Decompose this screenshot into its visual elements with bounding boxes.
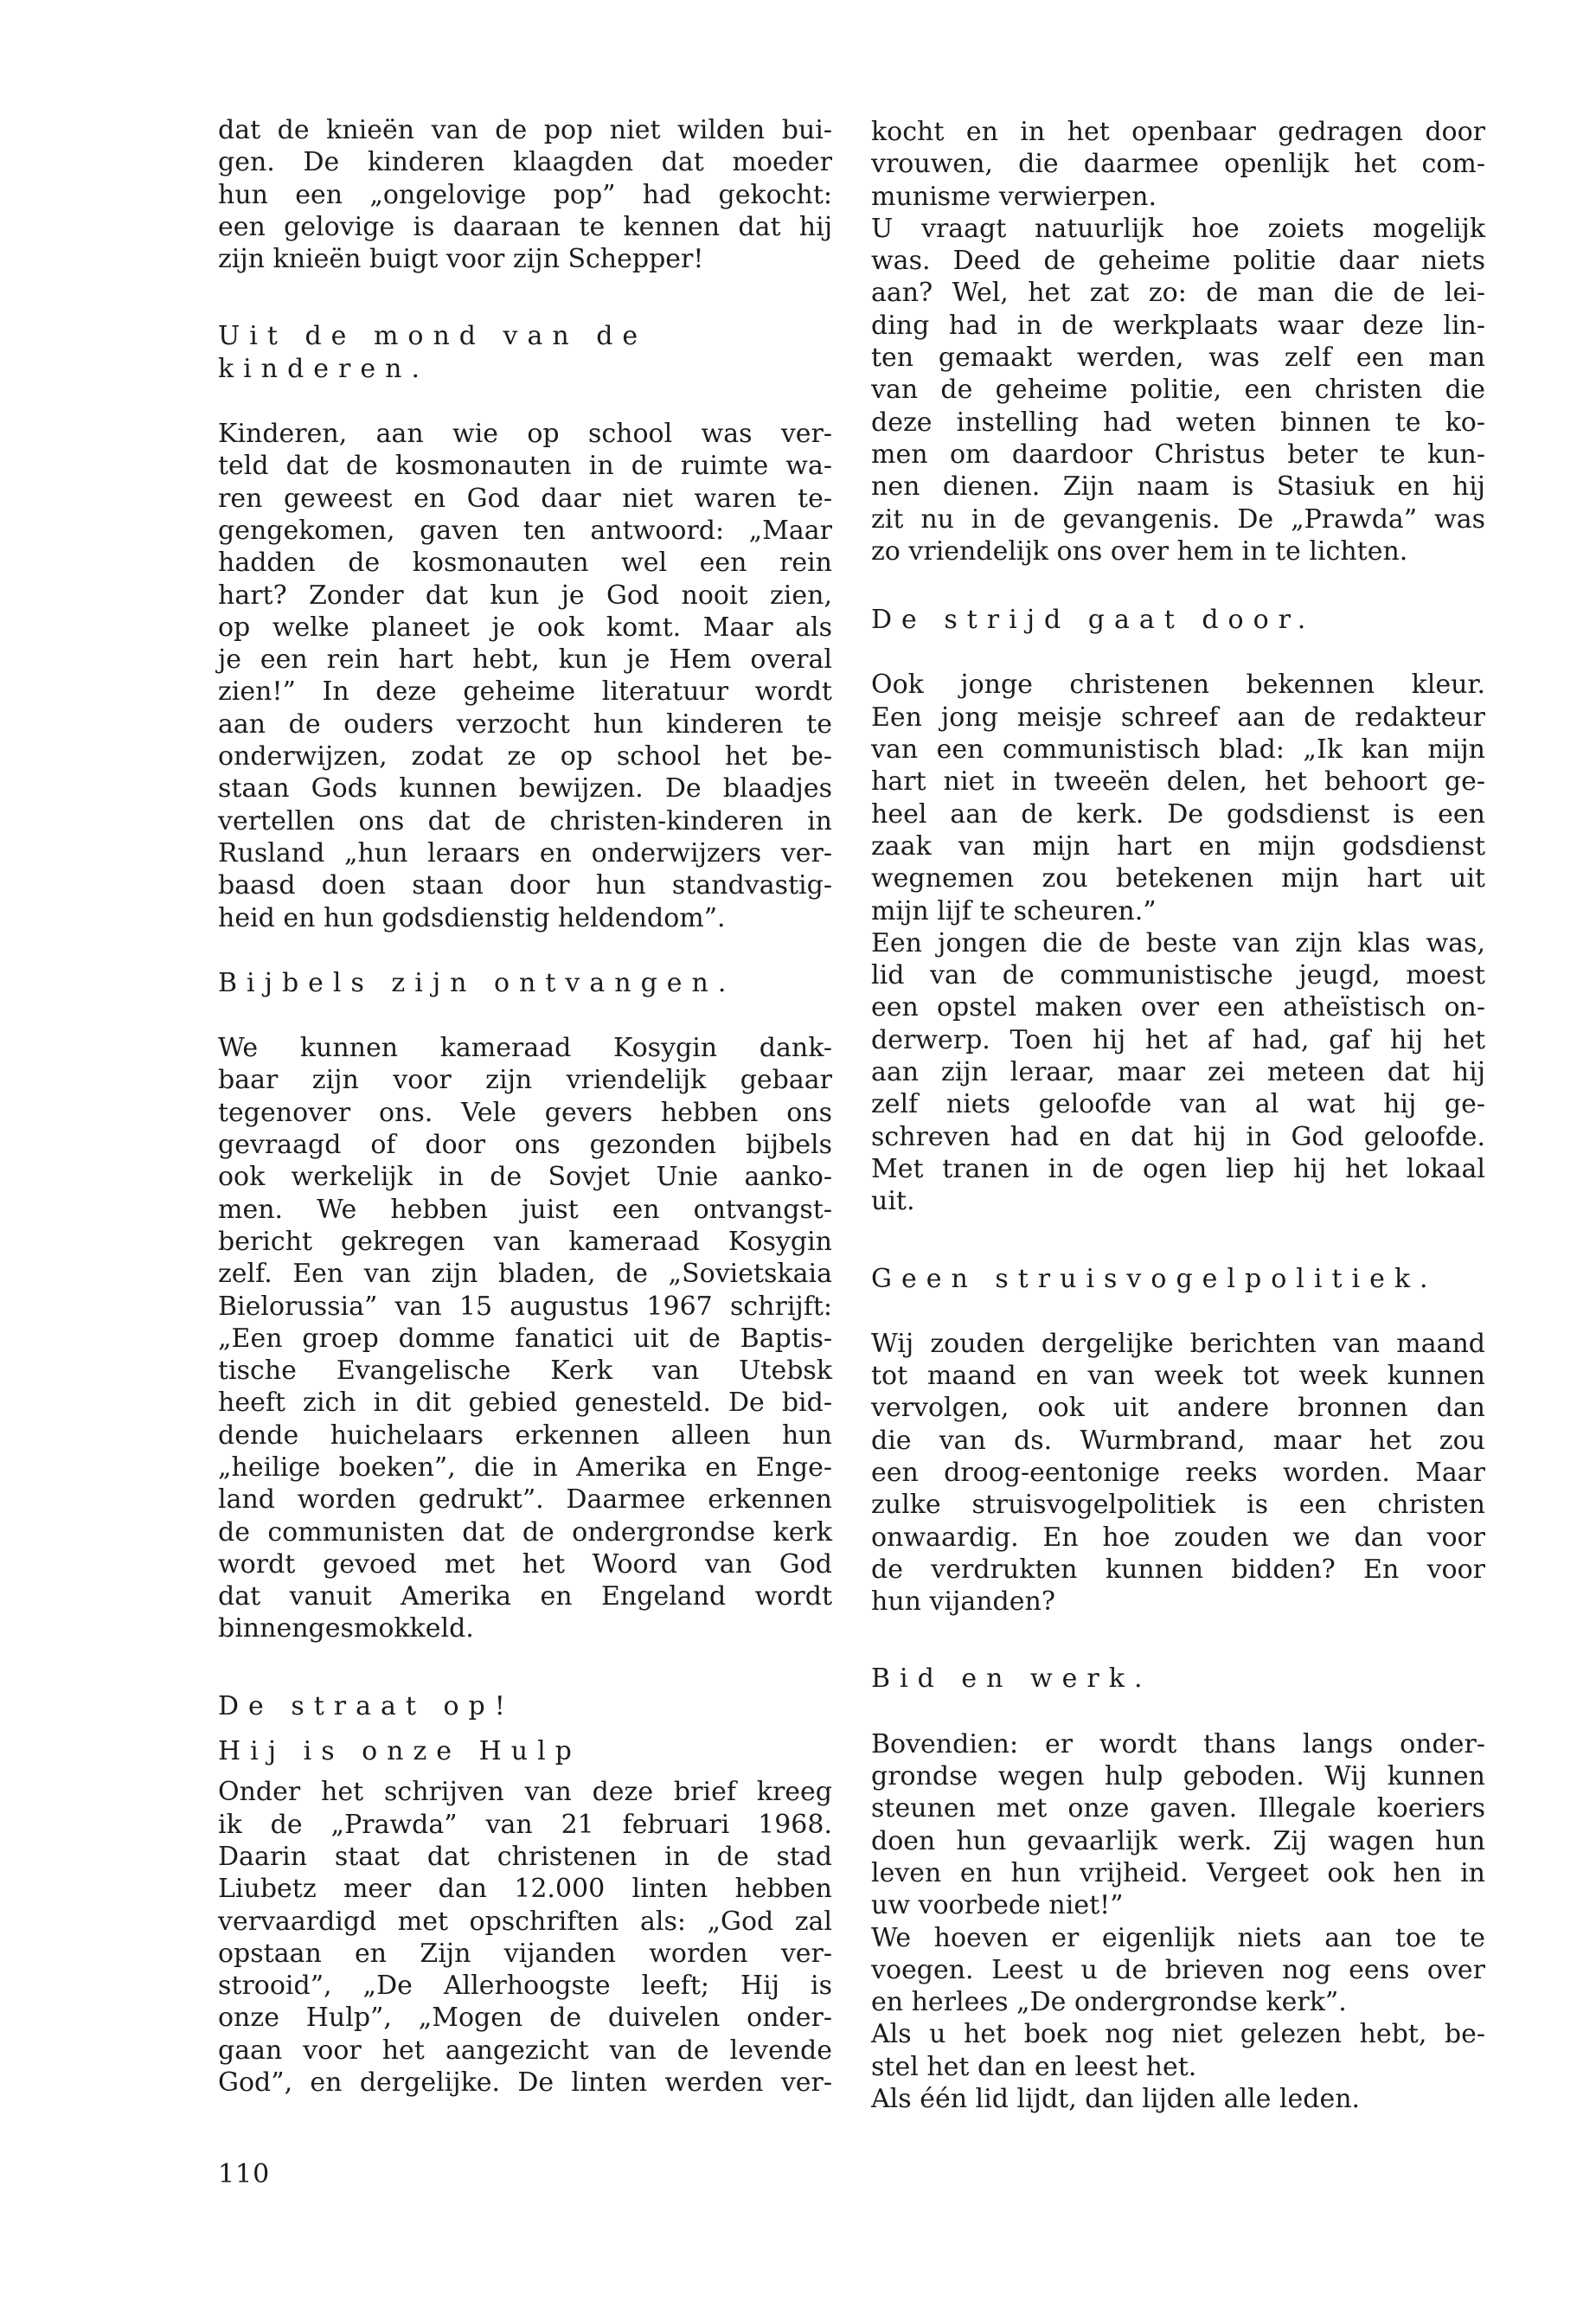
text-line: tot maand en van week tot week kunnen: [871, 1361, 1485, 1392]
text-line: aan zijn leraar, maar zei meteen dat hij: [871, 1057, 1485, 1088]
text-line: hun vijanden?: [871, 1586, 1055, 1618]
text-line: tegenover ons. Vele gevers hebben ons: [218, 1097, 832, 1128]
text-line: „heilige boeken”, die in Amerika en Enge-: [218, 1452, 832, 1483]
text-line: munisme verwierpen.: [871, 181, 1157, 212]
text-line: Liubetz meer dan 12.000 linten hebben: [218, 1874, 832, 1905]
text-line: stel het dan en leest het.: [871, 2051, 1197, 2082]
text-line: gevraagd of door ons gezonden bijbels: [218, 1130, 832, 1161]
text-line: We hoeven er eigenlijk niets aan toe te: [871, 1922, 1485, 1953]
text-line: heeft zich in dit gebied genesteld. De bid-: [218, 1388, 832, 1419]
left-column: [218, 114, 832, 2099]
text-line: grondse wegen hulp geboden. Wij kunnen: [871, 1761, 1485, 1792]
text-line: zelf niets geloofde van al wat hij ge-: [871, 1089, 1485, 1120]
paragraph: [871, 2083, 1485, 2115]
text-line: Wij zouden dergelijke berichten van maand: [871, 1328, 1485, 1359]
paragraph: [871, 927, 1485, 1218]
text-line: zien!” In deze geheime literatuur wordt: [218, 676, 832, 708]
text-line: dat de knieën van de pop niet wilden bui-: [218, 115, 832, 145]
right-column: [871, 116, 1485, 2115]
page-number: 110: [218, 2159, 271, 2189]
paragraph: [871, 2018, 1485, 2083]
text-line: een droog-eentonige reeks worden. Maar: [871, 1457, 1485, 1488]
text-line: gengekomen, gaven ten antwoord: „Maar: [218, 515, 832, 546]
text-line: uw voorbede niet!”: [871, 1890, 1124, 1921]
paragraph: [871, 1728, 1485, 1922]
text-line: aan? Wel, het zat zo: de man die de lei-: [871, 278, 1485, 309]
text-line: ding had in de werkplaats waar deze lin-: [871, 310, 1485, 341]
section-heading: De straat op!: [218, 1690, 515, 1721]
text-line: vertellen ons dat de christen-kinderen in: [218, 805, 832, 836]
text-line: je een rein hart hebt, kun je Hem overal: [218, 644, 832, 676]
text-line: doen hun gevaarlijk werk. Zij wagen hun: [871, 1825, 1485, 1856]
text-line: derwerp. Toen hij het af had, gaf hij het: [871, 1024, 1485, 1055]
text-line: bericht gekregen van kameraad Kosygin: [218, 1226, 832, 1257]
text-line: Een jongen die de beste van zijn klas was,: [871, 927, 1485, 958]
text-line: leven en hun vrijheid. Vergeet ook hen in: [871, 1857, 1485, 1888]
text-line: aan de ouders verzocht hun kinderen te: [218, 708, 832, 740]
paragraph: [871, 116, 1485, 213]
paragraph: [871, 1328, 1485, 1618]
text-line: ten gemaakt werden, was zelf een man: [871, 343, 1485, 374]
text-line: een opstel maken over een atheïstisch on-: [871, 992, 1485, 1023]
text-line: zijn knieën buigt voor zijn Schepper!: [218, 244, 704, 275]
text-line: was. Deed de geheime politie daar niets: [871, 246, 1485, 277]
text-line: binnengesmokkeld.: [218, 1613, 474, 1644]
text-line: voegen. Leest u de brieven nog eens over: [871, 1954, 1485, 1985]
text-line: hadden de kosmonauten wel een rein: [218, 548, 832, 579]
text-line: hart? Zonder dat kun je God nooit zien,: [218, 580, 832, 611]
text-line: nen dienen. Zijn naam is Stasiuk en hij: [871, 471, 1485, 503]
text-line: onze Hulp”, „Mogen de duivelen onder-: [218, 2003, 832, 2034]
text-line: dende huichelaars erkennen alleen hun: [218, 1420, 832, 1451]
text-line: die van ds. Wurmbrand, maar het zou: [871, 1425, 1485, 1456]
text-line: onwaardig. En hoe zouden we dan voor: [871, 1522, 1485, 1553]
text-line: schreven had en dat hij in God geloofde.: [871, 1121, 1485, 1152]
text-line: gaan voor het aangezicht van de levende: [218, 2035, 832, 2066]
paragraph: [218, 1776, 832, 2099]
text-line: Onder het schrijven van deze brief kreeg: [218, 1777, 832, 1808]
text-line: gen. De kinderen klaagden dat moeder: [218, 147, 832, 178]
text-line: zaak van mijn hart en mijn godsdienst: [871, 830, 1485, 862]
text-line: de verdrukten kunnen bidden? En voor: [871, 1554, 1485, 1585]
paragraph: [871, 1922, 1485, 2019]
text-line: mijn lijf te scheuren.”: [871, 895, 1157, 926]
text-line: Als één lid lijdt, dan lijden alle leden.: [871, 2084, 1361, 2115]
text-line: onderwijzen, zodat ze op school het be-: [218, 741, 832, 772]
text-line: zelf. Een van zijn bladen, de „Sovietskaia: [218, 1259, 832, 1290]
text-line: Kinderen, aan wie op school was ver-: [218, 419, 832, 450]
text-line: vervaardigd met opschriften als: „God zal: [218, 1906, 832, 1937]
text-line: heid en hun godsdienstig heldendom”.: [218, 902, 726, 933]
text-line: wegnemen zou betekenen mijn hart uit: [871, 863, 1485, 894]
text-line: baasd doen staan door hun standvastig-: [218, 870, 832, 901]
text-line: de communisten dat de ondergrondse kerk: [218, 1516, 832, 1548]
paragraph: [218, 114, 832, 275]
paragraph: [871, 213, 1485, 567]
text-line: Daarin staat dat christenen in de stad: [218, 1841, 832, 1872]
section-heading: Bid en werk.: [871, 1663, 1152, 1695]
section-heading: [218, 320, 832, 385]
text-line: heel aan de kerk. De godsdienst is een: [871, 798, 1485, 830]
text-line: ook werkelijk in de Sovjet Unie aanko-: [218, 1162, 832, 1193]
text-line: Met tranen in de ogen liep hij het lokaal: [871, 1153, 1485, 1184]
text-line: staan Gods kunnen bewijzen. De blaadjes: [218, 773, 832, 804]
text-line: deze instelling had weten binnen te ko-: [871, 407, 1485, 438]
text-line: uit.: [871, 1186, 915, 1217]
text-line: wordt gevoed met het Woord van God: [218, 1548, 832, 1580]
text-line: ren geweest en God daar niet waren te-: [218, 483, 832, 514]
text-line: God”, en dergelijke. De linten werden ver-: [218, 2067, 832, 2099]
text-line: teld dat de kosmonauten in de ruimte wa-: [218, 451, 832, 482]
section-heading: Bijbels zijn ontvangen.: [218, 967, 736, 998]
text-line: Als u het boek nog niet gelezen hebt, be-: [871, 2019, 1485, 2050]
paragraph: [218, 1032, 832, 1645]
text-line: U vraagt natuurlijk hoe zoiets mogelijk: [871, 213, 1485, 244]
paragraph: [871, 669, 1485, 926]
text-line: Rusland „hun leraars en onderwijzers ver-: [218, 837, 832, 868]
text-line: opstaan en Zijn vijanden worden ver-: [218, 1938, 832, 1969]
text-line: en herlees „De ondergrondse kerk”.: [871, 1987, 1347, 2018]
text-line: Ook jonge christenen bekennen kleur.: [871, 670, 1485, 701]
text-line: een gelovige is daaraan te kennen dat hij: [218, 211, 832, 242]
text-line: kocht en in het openbaar gedragen door: [871, 117, 1485, 147]
text-line: Een jong meisje schreef aan de redakteur: [871, 702, 1485, 733]
text-line: lid van de communistische jeugd, moest: [871, 960, 1485, 991]
text-line: hart niet in tweeën delen, het behoort ge-: [871, 766, 1485, 798]
section-heading: Hij is onze Hulp: [218, 1736, 581, 1767]
text-line: tische Evangelische Kerk van Utebsk: [218, 1356, 832, 1387]
section-heading: Geen struisvogelpolitiek.: [871, 1263, 1438, 1294]
text-line: We kunnen kameraad Kosygin dank-: [218, 1033, 832, 1064]
text-line: steunen met onze gaven. Illegale koeriers: [871, 1793, 1485, 1824]
text-line: zo vriendelijk ons over hem in te lichten.: [871, 535, 1408, 567]
text-line: strooid”, „De Allerhoogste leeft; Hij is: [218, 1971, 832, 2002]
text-line: op welke planeet je ook komt. Maar als: [218, 612, 832, 643]
text-line: van de geheime politie, een christen die: [871, 375, 1485, 406]
text-line: dat vanuit Amerika en Engeland wordt: [218, 1581, 832, 1612]
text-line: ik de „Prawda” van 21 februari 1968.: [218, 1809, 832, 1840]
text-line: land worden gedrukt”. Daarmee erkennen: [218, 1484, 832, 1516]
text-line: Bovendien: er wordt thans langs onder-: [871, 1728, 1485, 1759]
text-line: „Een groep domme fanatici uit de Baptis-: [218, 1323, 832, 1354]
heading-line: kinderen.: [218, 353, 430, 384]
text-line: van een communistisch blad: „Ik kan mijn: [871, 734, 1485, 766]
heading-line: Uit de mond van de: [218, 321, 648, 352]
text-line: hun een „ongelovige pop” had gekocht:: [218, 179, 832, 210]
text-line: baar zijn voor zijn vriendelijk gebaar: [218, 1065, 832, 1096]
text-line: vrouwen, die daarmee openlijk het com-: [871, 149, 1485, 180]
text-line: vervolgen, ook uit andere bronnen dan: [871, 1393, 1485, 1424]
text-line: zit nu in de gevangenis. De „Prawda” was: [871, 503, 1485, 535]
text-line: men. We hebben juist een ontvangst-: [218, 1194, 832, 1225]
text-line: Bielorussia” van 15 augustus 1967 schrijft:: [218, 1291, 832, 1322]
section-heading: De strijd gaat door.: [871, 605, 1316, 636]
text-line: zulke struisvogelpolitiek is een christen: [871, 1490, 1485, 1521]
paragraph: [218, 418, 832, 934]
text-line: men om daardoor Christus beter te kun-: [871, 439, 1485, 470]
